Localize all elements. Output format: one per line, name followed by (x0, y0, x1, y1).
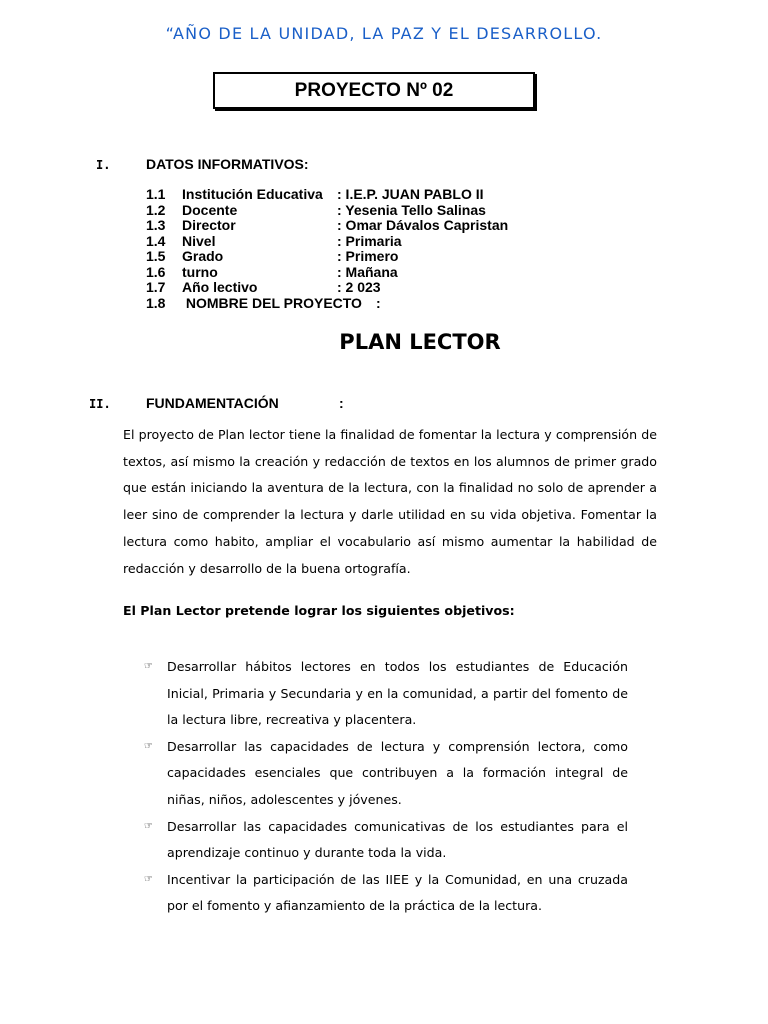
info-value: : Mañana (337, 263, 398, 280)
info-label: Nivel (182, 232, 216, 249)
objective-text: Desarrollar hábitos lectores en todos los estudiantes de Educación Inicial, Primaria y Secundaria y en la comunidad, a partir del fomento de la lectura libre, recreativa y placentera. (167, 659, 628, 728)
info-row-nombre-proyecto (146, 296, 508, 312)
objective-text: Incentivar la participación de las IIEE y la Comunidad, en una cruzada por el fomento y afianzamiento de la práctica de la lectura. (167, 871, 628, 914)
info-value: : Omar Dávalos Capristan (337, 217, 509, 233)
section-heading-fundamentacion: FUNDAMENTACIÓN (146, 395, 279, 411)
motto-header: “AÑO DE LA UNIDAD, LA PAZ Y EL DESARROLLO. (165, 24, 603, 43)
pointing-hand-icon: ☞ (144, 873, 153, 885)
project-name: PLAN LECTOR (339, 330, 501, 354)
objective-text: Desarrollar las capacidades de lectura y comprensión lectora, como capacidades esenciales que contribuyen a la formación integral de niñas, niños, adolescentes y jóvenes. (167, 738, 628, 807)
section-heading-datos: DATOS INFORMATIVOS: (146, 156, 309, 172)
info-value: : Yesenia Tello Salinas (337, 201, 486, 218)
objectives-intro: El Plan Lector pretende lograr los siguientes objetivos: (123, 603, 515, 618)
pointing-hand-icon: ☞ (144, 661, 153, 672)
info-value: : (376, 294, 381, 311)
pointing-hand-icon: ☞ (144, 740, 153, 752)
info-number: 1.6 (146, 263, 166, 280)
info-number: 1.8 (146, 294, 166, 311)
objectives-list (144, 654, 628, 920)
heading-colon: : (339, 395, 344, 411)
info-number: 1.2 (146, 201, 166, 218)
info-number: 1.3 (146, 217, 166, 233)
info-row-director (146, 218, 508, 234)
info-label: turno (182, 263, 218, 280)
info-row-grado (146, 249, 508, 265)
info-row-ano-lectivo (146, 280, 508, 296)
section-numeral-1: I. (96, 158, 111, 172)
info-label: Grado (182, 248, 224, 264)
info-number: 1.5 (146, 248, 166, 264)
info-value: : 2 023 (337, 279, 381, 295)
list-item (144, 734, 628, 814)
info-row-turno (146, 265, 508, 281)
section-numeral-2: II. (89, 397, 111, 411)
fundamentacion-paragraph: El proyecto de Plan lector tiene la finalidad de fomentar la lectura y comprensión de textos, así mismo la creación y redacción de textos en los alumnos de primer grado que están iniciando la aventura de la lectura, con la finalidad no solo de aprender a leer sino de comprender la lectura y darle utilidad en su vida objetiva. Fomentar la lectura como habito, ampliar el vocabulario así mismo aumentar la habilidad de redacción y desarrollo de la buena ortografía. (123, 427, 657, 576)
info-row-institucion (146, 187, 508, 203)
objective-text: Desarrollar las capacidades comunicativas de los estudiantes para el aprendizaje continuo y durante toda la vida. (167, 818, 628, 861)
info-value: : Primaria (337, 232, 402, 249)
info-label: Institución Educativa (182, 186, 323, 202)
list-item (144, 654, 628, 734)
info-list (146, 187, 508, 311)
info-row-docente (146, 203, 508, 219)
document-title: PROYECTO Nº 02 (213, 72, 535, 109)
info-label: Docente (182, 201, 238, 218)
info-value: : I.E.P. JUAN PABLO II (337, 186, 484, 202)
info-number: 1.7 (146, 279, 166, 295)
pointing-hand-icon: ☞ (144, 820, 153, 832)
info-number: 1.4 (146, 232, 166, 249)
info-row-nivel (146, 234, 508, 250)
list-item (144, 867, 628, 920)
info-label: Año lectivo (182, 279, 258, 295)
list-item (144, 814, 628, 867)
info-value: : Primero (337, 248, 399, 264)
info-label: Director (182, 217, 236, 233)
info-number: 1.1 (146, 186, 166, 202)
info-label: NOMBRE DEL PROYECTO (182, 294, 362, 311)
